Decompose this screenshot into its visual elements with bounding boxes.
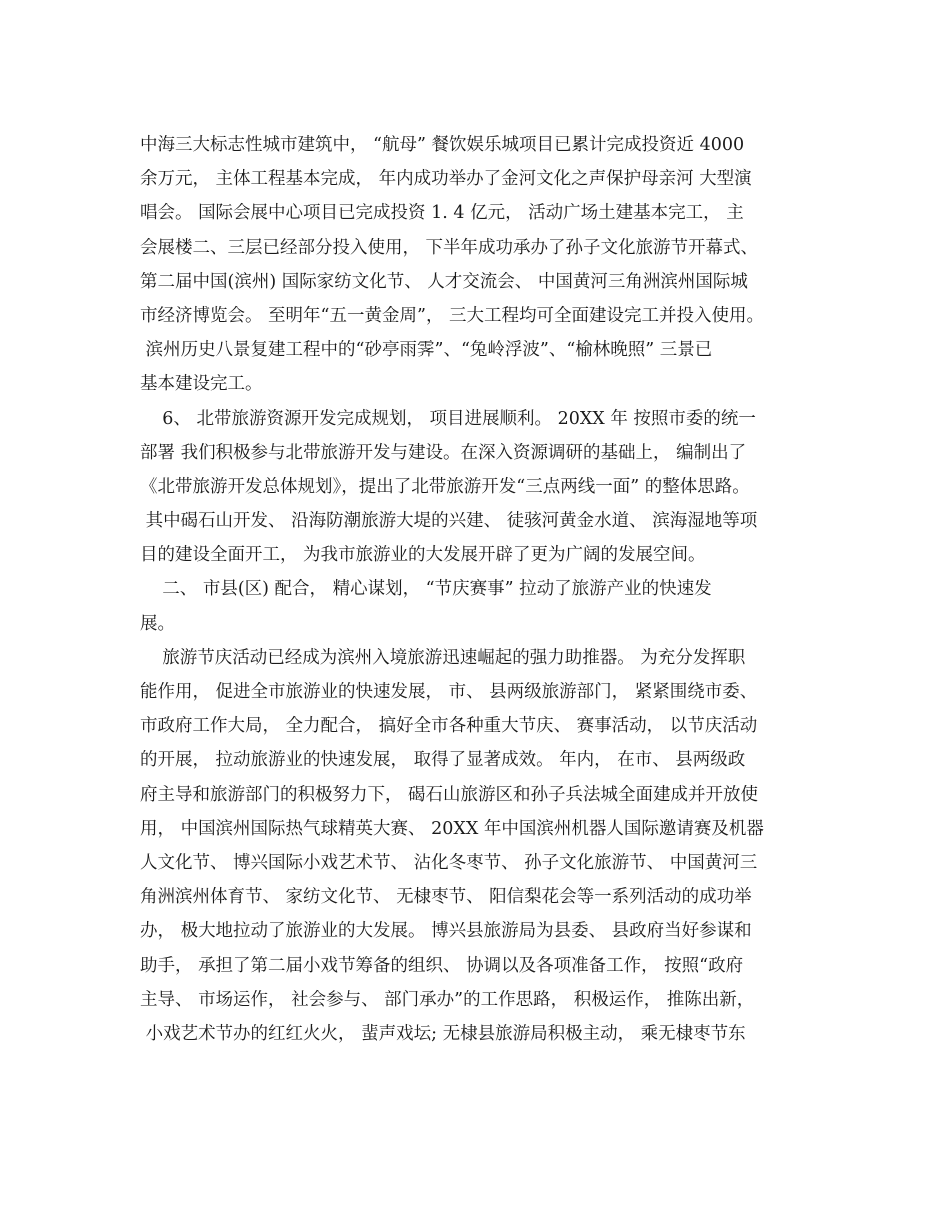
text-line: 会展楼二、三层已经部分投入使用， 下半年成功承办了孙子文化旅游节开幕式、: [140, 237, 759, 258]
text-line: 能作用， 促进全市旅游业的快速发展， 市、 县两级旅游部门， 紧紧围绕市委、: [140, 682, 758, 702]
text-line: 6、 北带旅游资源开发完成规划， 项目进展顺利。 20XX 年 按照市委的统一: [140, 408, 756, 429]
text-line: 府主导和旅游部门的积极努力下， 碣石山旅游区和孙子兵法城全面建成并开放使: [140, 784, 759, 805]
text-line: 基本建设完工。: [140, 374, 263, 395]
body-text: [140, 128, 820, 1051]
text-line: 市经济博览会。 至明年“五一黄金周”， 三大工程均可全面建设完工并投入使用。: [140, 305, 765, 326]
text-line: 小戏艺术节办的红红火火， 蜚声戏坛; 无棣县旅游局积极主动， 乘无棣枣节东: [140, 1023, 746, 1044]
text-line: 部署 我们积极参与北带旅游开发与建设。在深入资源调研的基础上， 编制出了: [140, 442, 747, 463]
text-line: 其中碣石山开发、 沿海防潮旅游大堤的兴建、 徒骇河黄金水道、 滨海湿地等项: [140, 511, 758, 532]
text-line: 市政府工作大局， 全力配合， 搞好全市各种重大节庆、 赛事活动， 以节庆活动: [140, 716, 758, 737]
text-line: 人文化节、 博兴国际小戏艺术节、 沾化冬枣节、 孙子文化旅游节、 中国黄河三: [140, 852, 758, 873]
text-line: 中海三大标志性城市建筑中， “航母” 餐饮娱乐城项目已累计完成投资近 4000: [140, 135, 745, 155]
text-line: 目的建设全面开工， 为我市旅游业的大发展开辟了更为广阔的发展空间。: [140, 545, 706, 566]
text-line: 助手， 承担了第二届小戏节筹备的组织、 协调以及各项准备工作， 按照“政府: [140, 955, 744, 976]
text-line: 用， 中国滨州国际热气球精英大赛、 20XX 年中国滨州机器人国际邀请赛及机器: [140, 818, 764, 839]
text-line: 的开展， 拉动旅游业的快速发展， 取得了显著成效。 年内， 在市、 县两级政: [140, 750, 746, 771]
text-line: 办， 极大地拉动了旅游业的大发展。 博兴县旅游局为县委、 县政府当好参谋和: [140, 921, 752, 942]
text-line: 角洲滨州体育节、 家纺文化节、 无棣枣节、 阳信梨花会等一系列活动的成功举: [140, 887, 752, 908]
text-line: 唱会。 国际会展中心项目已完成投资 1. 4 亿元， 活动广场土建基本完工， 主: [140, 203, 744, 224]
text-line: 主导、 市场运作， 社会参与、 部门承办”的工作思路， 积极运作， 推陈出新，: [140, 989, 755, 1010]
text-line: 旅游节庆活动已经成为滨州入境旅游迅速崛起的强力助推器。 为充分发挥职: [140, 647, 746, 668]
text-line: 余万元， 主体工程基本完成， 年内成功举办了金河文化之声保护母亲河 大型演: [140, 169, 752, 190]
text-line: 展。: [140, 613, 175, 634]
text-line: 二、 市县(区) 配合， 精心谋划， “节庆赛事” 拉动了旅游产业的快速发: [140, 579, 712, 600]
text-line: 第二届中国(滨州) 国际家纺文化节、 人才交流会、 中国黄河三角洲滨州国际城: [140, 271, 748, 292]
text-line: 《北带旅游开发总体规划》，提出了北带旅游开发“三点两线一面” 的整体思路。: [140, 476, 750, 497]
text-line: 滨州历史八景复建工程中的“砂亭雨霁”、“兔岭浮波”、“榆林晚照” 三景已: [140, 340, 713, 361]
